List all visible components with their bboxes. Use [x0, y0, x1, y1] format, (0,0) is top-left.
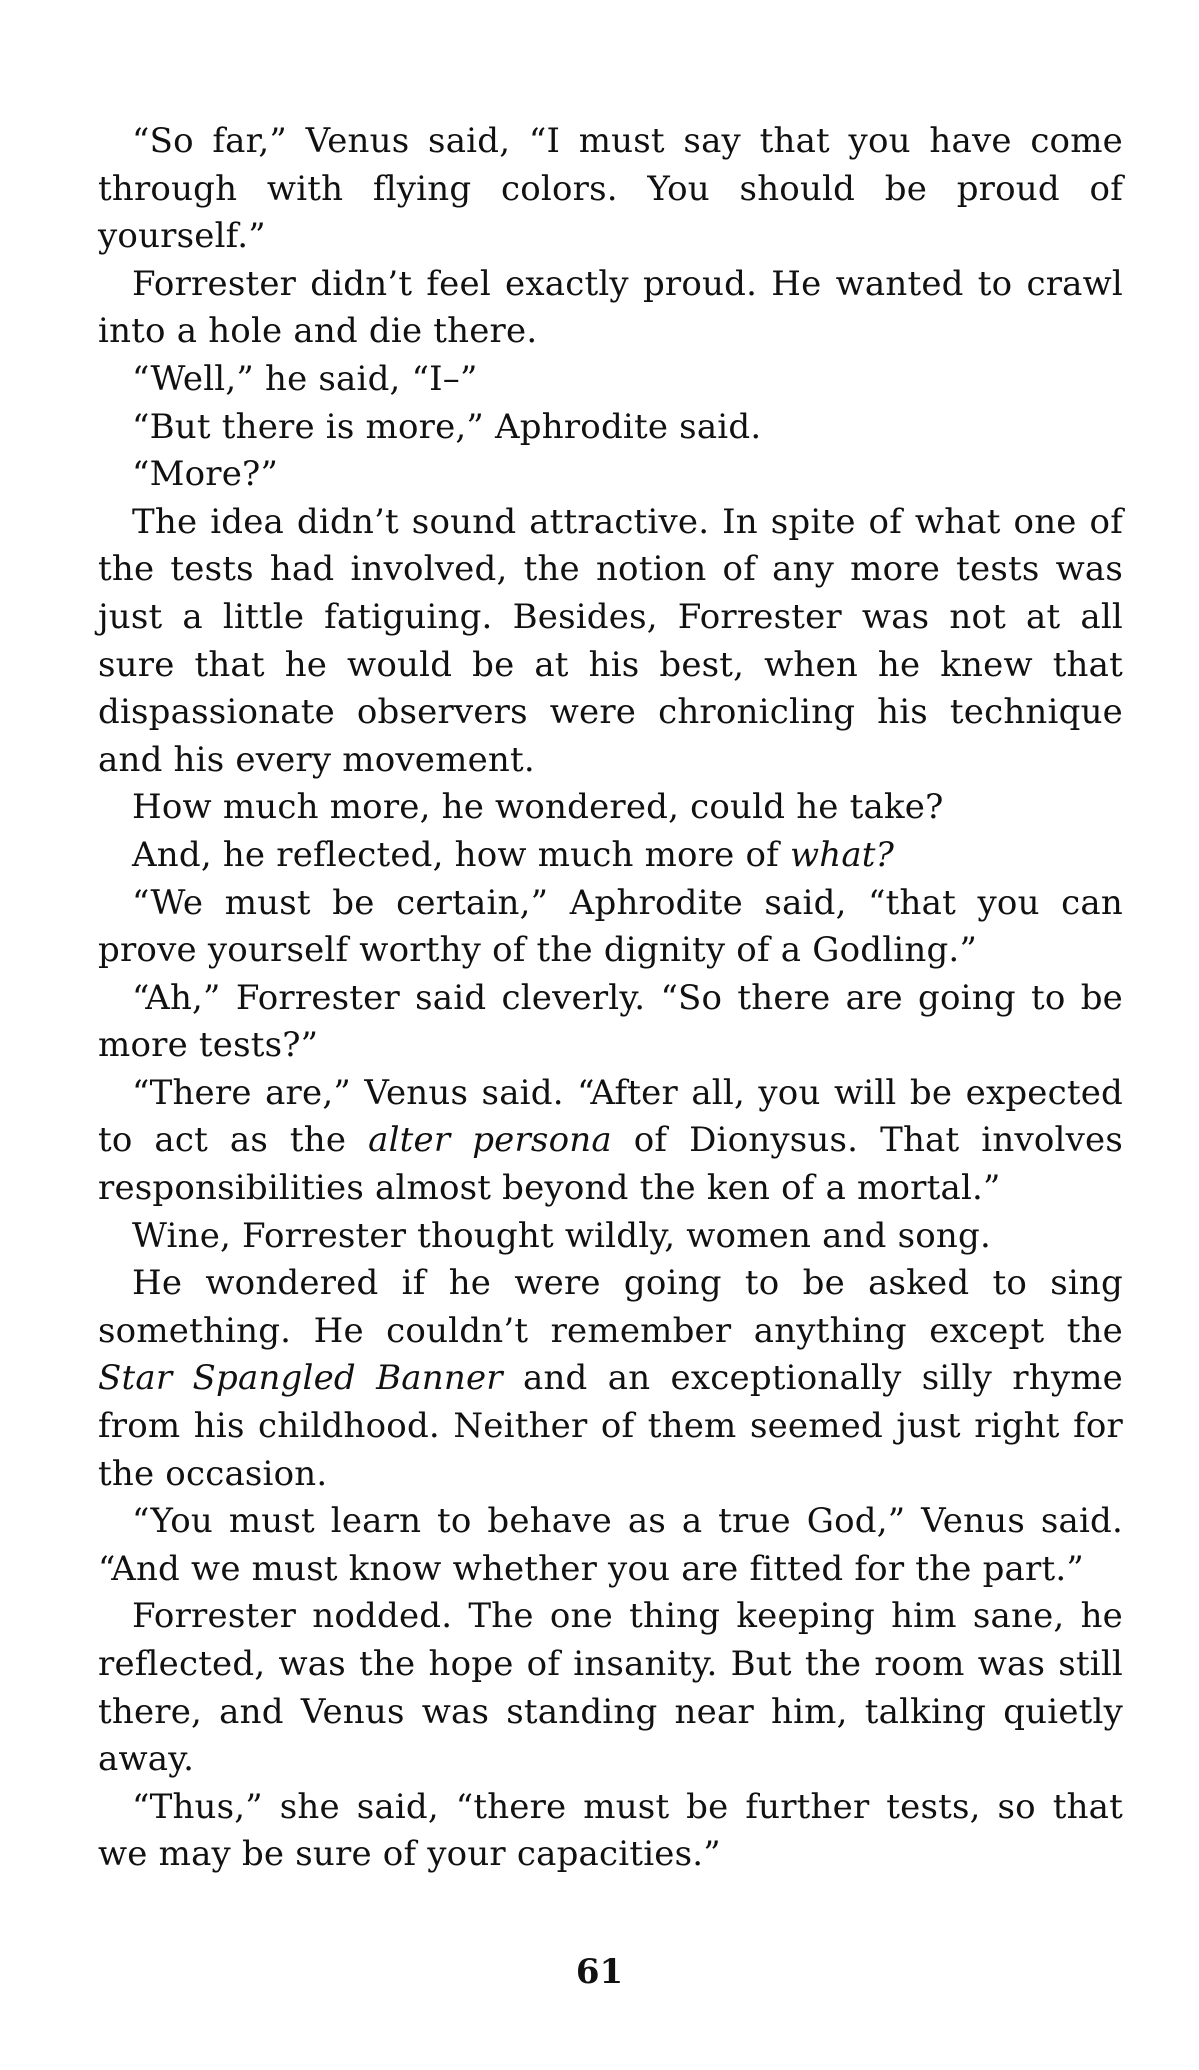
paragraph [98, 118, 1123, 261]
paragraph [98, 261, 1123, 356]
page-number: 61 [575, 1952, 624, 1992]
paragraph-text: “You must learn to behave as a true God,” Venus said. “And we must know whether you are fitted for the part.” [98, 1501, 1123, 1589]
paragraph [98, 784, 1123, 832]
paragraph-text: The idea didn’t sound attractive. In spite of what one of the tests had involved, the notion of any more tests was just a little fatiguing. Besides, Forrester was not at all sure that he would be at his best, when he knew that dispassionate observers were chronicling his technique and his every movement. [98, 501, 1123, 780]
italic-text: what? [789, 834, 895, 875]
paragraph-text: Forrester nodded. The one thing keeping him sane, he reflected, was the hope of insanity. But the room was still there, and Venus was standing near him, talking quietly away. [98, 1596, 1123, 1780]
italic-text: alter persona [368, 1120, 612, 1161]
paragraph-text: “So far,” Venus said, “I must say that you have come through with flying colors. You should be proud of yourself.” [98, 121, 1123, 257]
paragraph-text: Forrester didn’t feel exactly proud. He wanted to crawl into a hole and die there. [98, 263, 1123, 352]
paragraph [98, 1070, 1123, 1213]
paragraph-text: and an exceptionally silly rhyme from his childhood. Neither of them seemed just right for the occasion. [98, 1358, 1123, 1494]
paragraph [98, 356, 1123, 404]
paragraph [98, 404, 1123, 452]
italic-text: Star Spangled Banner [98, 1358, 503, 1399]
book-page-text [98, 118, 1123, 1879]
paragraph-text: “Well,” he said, “I–” [132, 358, 478, 399]
paragraph-text: How much more, he wondered, could he take? [132, 787, 944, 828]
paragraph [98, 1498, 1123, 1593]
paragraph-text: He wondered if he were going to be asked to sing something. He couldn’t remember anything except the [98, 1263, 1123, 1351]
paragraph-text: Wine, Forrester thought wildly, women and song. [132, 1215, 992, 1256]
paragraph [98, 880, 1123, 975]
paragraph [98, 499, 1123, 785]
paragraph [98, 1784, 1123, 1879]
paragraph [98, 1260, 1123, 1498]
paragraph-text: “More?” [132, 454, 279, 495]
paragraph-text: “But there is more,” Aphrodite said. [132, 406, 762, 447]
paragraph [98, 451, 1123, 499]
paragraph [98, 832, 1123, 880]
paragraph [98, 1213, 1123, 1261]
paragraph-text: “Thus,” she said, “there must be further tests, so that we may be sure of your capacities.” [98, 1786, 1123, 1875]
paragraph [98, 1593, 1123, 1783]
paragraph-text: “Ah,” Forrester said cleverly. “So there are going to be more tests?” [98, 977, 1123, 1066]
paragraph-text: “There are,” Venus said. “After all, you will be expected to act as the [98, 1072, 1123, 1161]
paragraph-text: And, he reflected, how much more of [132, 834, 790, 875]
paragraph [98, 975, 1123, 1070]
paragraph-text: “We must be certain,” Aphrodite said, “that you can prove yourself worthy of the dignity of a Godling.” [98, 882, 1123, 971]
paragraph-text: of Dionysus. That involves responsibilities almost beyond the ken of a mortal.” [98, 1120, 1123, 1209]
